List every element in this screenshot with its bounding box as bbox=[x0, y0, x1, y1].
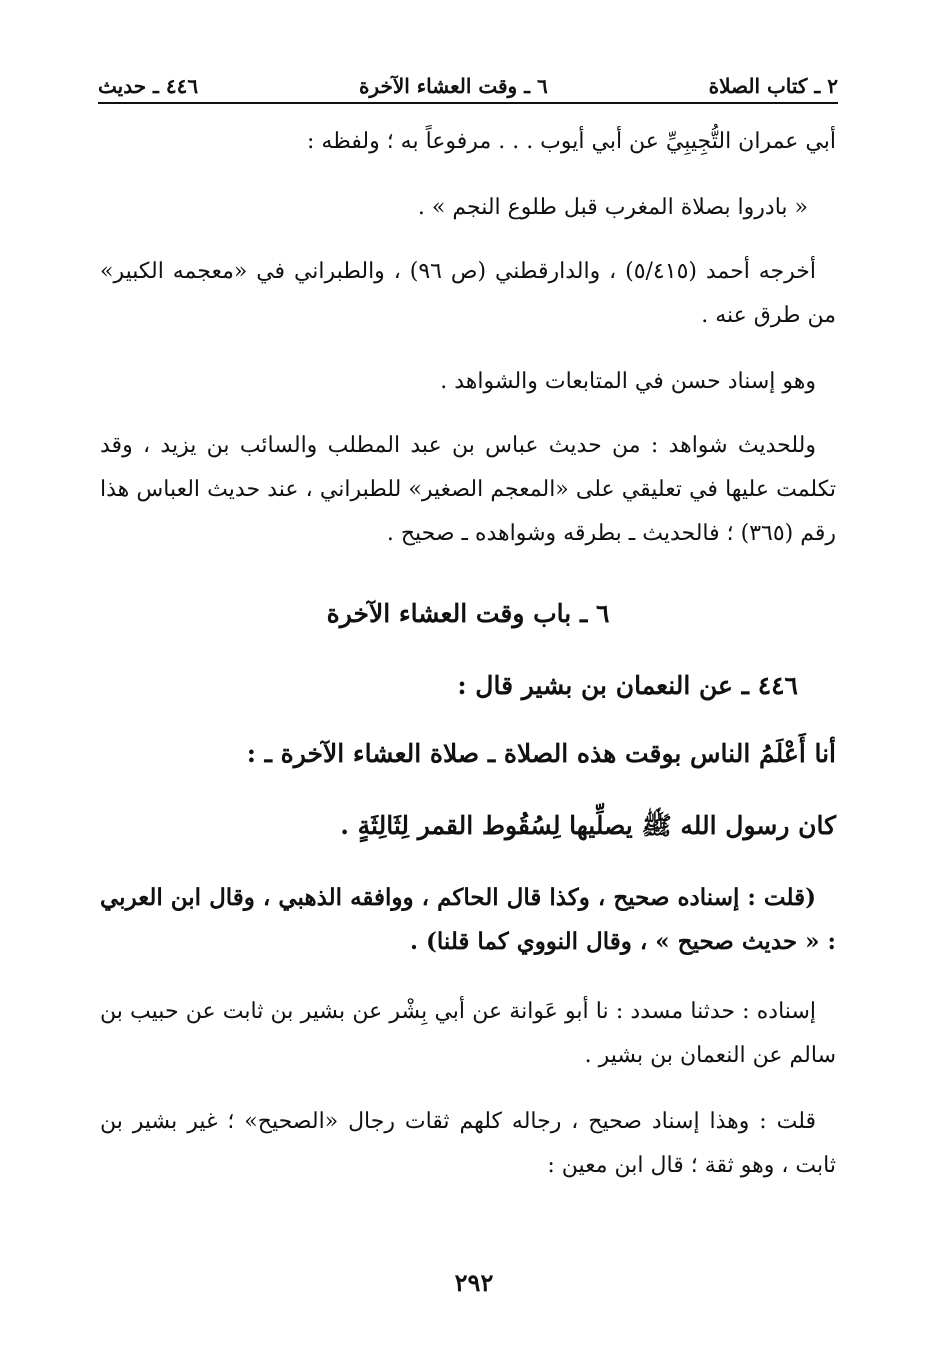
paragraph-shawahid: وللحديث شواهد : من حديث عباس بن عبد المطلب والسائب بن يزيد ، وقد تكلمت عليها في تعليقي على «المعجم الصغير» للطبراني ، عند حديث العباس هذا رقم (٣٦٥) ؛ فالحديث ـ بطرقه وشواهده ـ صحيح . bbox=[100, 433, 836, 546]
paragraph-continuation: أبي عمران التُّجِيبِيِّ عن أبي أيوب . . . مرفوعاً به ؛ ولفظه : bbox=[307, 129, 836, 154]
page-number: ٢٩٢ bbox=[454, 1268, 494, 1297]
hadith-text-line-1: أنا أَعْلَمُ الناس بوقت هذه الصلاة ـ صلاة العشاء الآخرة ـ : bbox=[246, 739, 836, 768]
paragraph-isnad: إسناده : حدثنا مسدد : نا أبو عَوانة عن أبي بِشْر عن بشير بن ثابت عن حبيب بن سالم عن النعمان بن بشير . bbox=[100, 999, 836, 1068]
paragraph-grading: وهو إسناد حسن في المتابعات والشواهد . bbox=[440, 369, 816, 394]
paragraph-quoted-hadith: « بادروا بصلاة المغرب قبل طلوع النجم » . bbox=[417, 195, 808, 220]
header-book-title: ٢ ـ كتاب الصلاة bbox=[708, 74, 838, 98]
paragraph-takhrij: أخرجه أحمد (٥/٤١٥) ، والدارقطني (ص ٩٦) ، والطبراني في «معجمه الكبير» من طرق عنه . bbox=[100, 259, 836, 328]
hadith-intro: ٤٤٦ ـ عن النعمان بن بشير قال : bbox=[457, 671, 798, 700]
header-chapter-title: ٦ ـ وقت العشاء الآخرة bbox=[358, 74, 548, 98]
paragraph-final-comment: قلت : وهذا إسناد صحيح ، رجاله كلهم ثقات رجال «الصحيح» ؛ غير بشير بن ثابت ، وهو ثقة ؛ قال ابن معين : bbox=[100, 1109, 836, 1178]
header-hadith-number: ٤٤٦ ـ حديث bbox=[98, 74, 199, 98]
chapter-heading: ٦ ـ باب وقت العشاء الآخرة bbox=[326, 599, 610, 628]
hadith-text-line-2: كان رسول الله ﷺ يصلِّيها لِسُقُوط القمر لِثَالِثَةٍ . bbox=[340, 811, 836, 840]
paragraph-author-note: (قلت : إسناده صحيح ، وكذا قال الحاكم ، ووافقه الذهبي ، وقال ابن العربي : « حديث صحيح » ، وقال النووي كما قلنا) . bbox=[100, 884, 836, 955]
running-header bbox=[98, 62, 838, 104]
